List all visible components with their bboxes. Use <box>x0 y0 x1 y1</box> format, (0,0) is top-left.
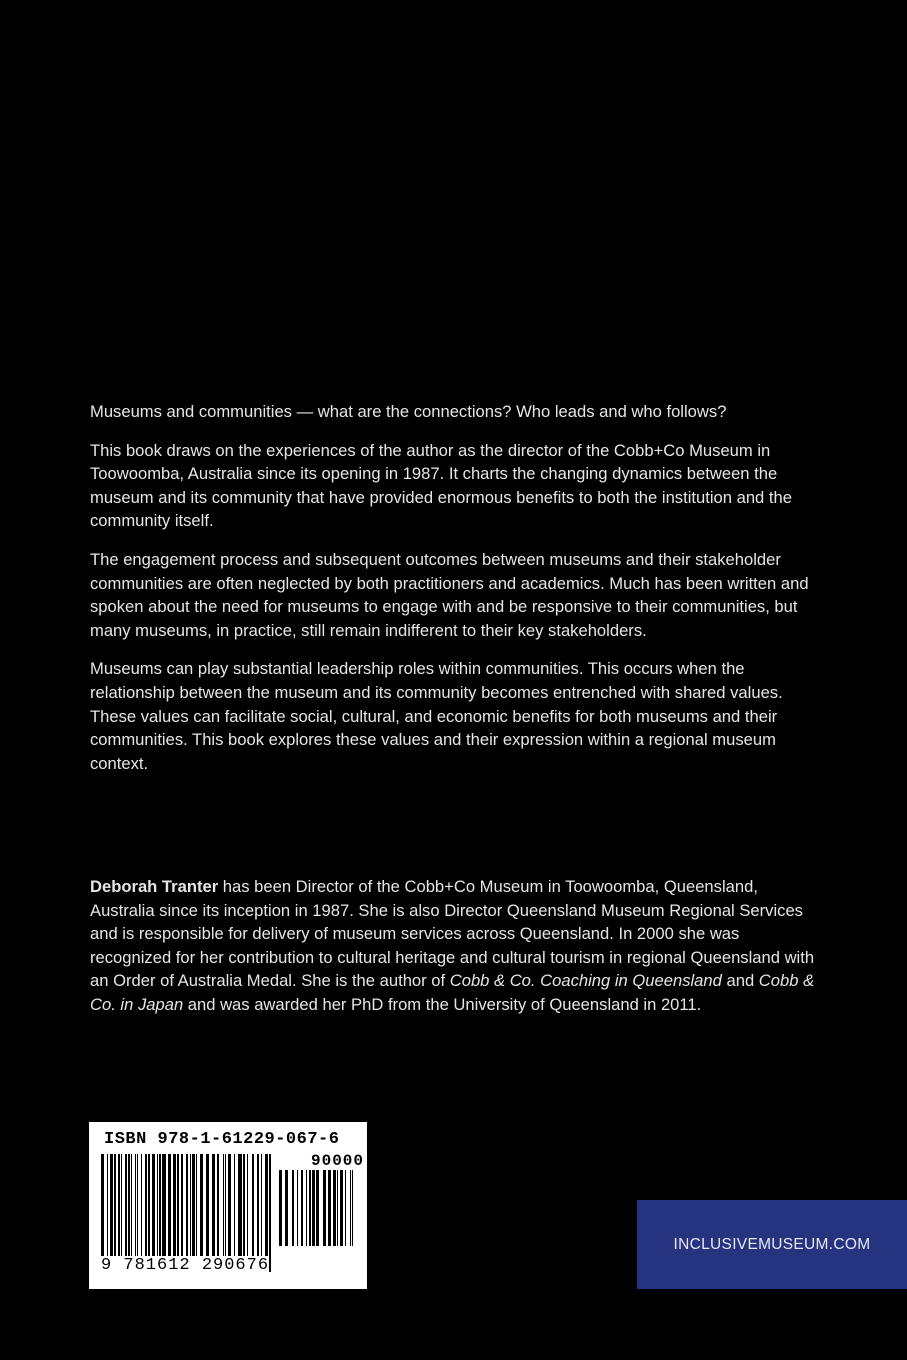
barcode-digits: 9 781612 290676 <box>101 1256 270 1275</box>
barcode-bar <box>200 1154 203 1256</box>
barcode-bar <box>238 1154 242 1256</box>
bio-text-2: and <box>721 971 759 991</box>
barcode-addon-bars <box>279 1170 354 1262</box>
barcode-bar <box>114 1154 116 1256</box>
book-title-1: Cobb & Co. Coaching in Queensland <box>449 971 722 991</box>
barcode-bar <box>345 1170 346 1246</box>
barcode-bar <box>269 1154 271 1272</box>
barcode-bar <box>168 1154 171 1256</box>
back-cover-blurb <box>90 400 820 790</box>
barcode-bar <box>137 1154 138 1256</box>
barcode-bar <box>212 1154 215 1256</box>
barcode-bar <box>186 1154 188 1272</box>
barcode-bar <box>297 1170 298 1246</box>
barcode-bar <box>279 1170 282 1246</box>
barcode-bar <box>350 1170 351 1246</box>
blurb-paragraph-3: The engagement process and subsequent outcomes between museums and their stakeholder communities are often neglected by both practitioners and academics. Much has been written and spoken about the need for museums to engage with and be responsive to their communities, but many museums, in practice, still remain indifferent to their key stakeholders. <box>90 549 809 640</box>
barcode-bar <box>135 1154 136 1256</box>
barcode-bar <box>257 1154 259 1256</box>
barcode-bar <box>131 1154 132 1256</box>
barcode-bar <box>306 1170 307 1246</box>
barcode-bar <box>285 1170 288 1246</box>
barcode-bar <box>121 1154 122 1256</box>
barcode-bar <box>107 1154 108 1256</box>
barcode-bar <box>177 1154 179 1256</box>
blurb-paragraph-4: Museums can play substantial leadership roles within communities. This occurs when the relationship between the museum and its community becomes entrenched with shared values. These values can facilitate social, cultural, and economic benefits for both museums and their communities. This book explores these values and their expression within a regional museum context. <box>90 659 783 773</box>
book-title-2: Cobb & Co. in Japan <box>90 971 815 1014</box>
barcode-bar <box>125 1154 127 1256</box>
barcode-bar <box>337 1170 338 1246</box>
barcode-bar <box>352 1170 353 1246</box>
barcode-bar <box>192 1154 195 1256</box>
barcode-bar <box>101 1154 104 1272</box>
barcode-bar <box>162 1154 166 1256</box>
barcode-bar <box>223 1154 224 1256</box>
blurb-paragraph-2: This book draws on the experiences of the author as the director of the Cobb+Co Museum in Toowoomba, Australia since its opening in 1987. It charts the changing dynamics between the museum and its community that have provided enormous benefits to both the institution and the community itself. <box>90 440 792 531</box>
barcode-bar <box>118 1154 120 1256</box>
barcode-bar <box>340 1170 343 1246</box>
bio-text-1: has been Director of the Cobb+Co Museum in Toowoomba, Queensland, Australia since its inception in 1987. She is also Director Queensland Museum Regional Services and is responsible for delivery of museum services across Queensland. In 2000 she was recognized for her contribution to cultural heritage and cultural tourism in regional Queensland with an Order of Australia Medal. She is the author of <box>90 877 815 991</box>
barcode-bar <box>159 1154 161 1256</box>
blurb-paragraph-1: Museums and communities — what are the connections? Who leads and who follows? <box>90 402 727 421</box>
barcode-bar <box>217 1154 219 1256</box>
isbn-label: ISBN 978-1-61229-067-6 <box>104 1130 340 1149</box>
barcode-bar <box>316 1170 319 1246</box>
barcode-bar <box>312 1170 315 1246</box>
barcode-bar <box>190 1154 191 1256</box>
barcode-bar <box>323 1170 326 1246</box>
barcode-bar <box>196 1154 197 1256</box>
barcode-bar <box>110 1154 113 1256</box>
barcode-bar <box>141 1154 142 1256</box>
barcode-bar <box>261 1154 262 1256</box>
barcode-bar <box>181 1154 183 1256</box>
barcode-bars <box>101 1154 271 1272</box>
price-code: 90000 <box>311 1152 365 1170</box>
bio-text-3: and was awarded her PhD from the University of Queensland in 2011. <box>183 994 702 1014</box>
barcode-bar <box>128 1154 130 1256</box>
author-bio <box>90 875 820 1017</box>
barcode-bar <box>301 1170 303 1246</box>
isbn-barcode <box>89 1122 367 1289</box>
barcode-bar <box>234 1154 235 1256</box>
author-name: Deborah Tranter <box>90 877 219 896</box>
barcode-bar <box>228 1154 231 1256</box>
barcode-bar <box>309 1170 311 1246</box>
website-url: INCLUSIVEMUSEUM.COM <box>673 1235 871 1253</box>
website-banner <box>637 1200 907 1289</box>
barcode-bar <box>148 1154 150 1256</box>
barcode-bar <box>173 1154 176 1256</box>
barcode-bar <box>252 1154 254 1256</box>
barcode-bar <box>292 1170 294 1246</box>
barcode-bar <box>328 1170 331 1246</box>
barcode-bar <box>243 1154 245 1256</box>
barcode-bar <box>157 1154 158 1256</box>
barcode-bar <box>145 1154 147 1256</box>
barcode-bar <box>265 1154 268 1256</box>
barcode-bar <box>333 1170 336 1246</box>
barcode-bar <box>152 1154 155 1256</box>
barcode-bar <box>206 1154 209 1256</box>
barcode-bar <box>225 1154 226 1256</box>
barcode-bar <box>247 1154 248 1256</box>
